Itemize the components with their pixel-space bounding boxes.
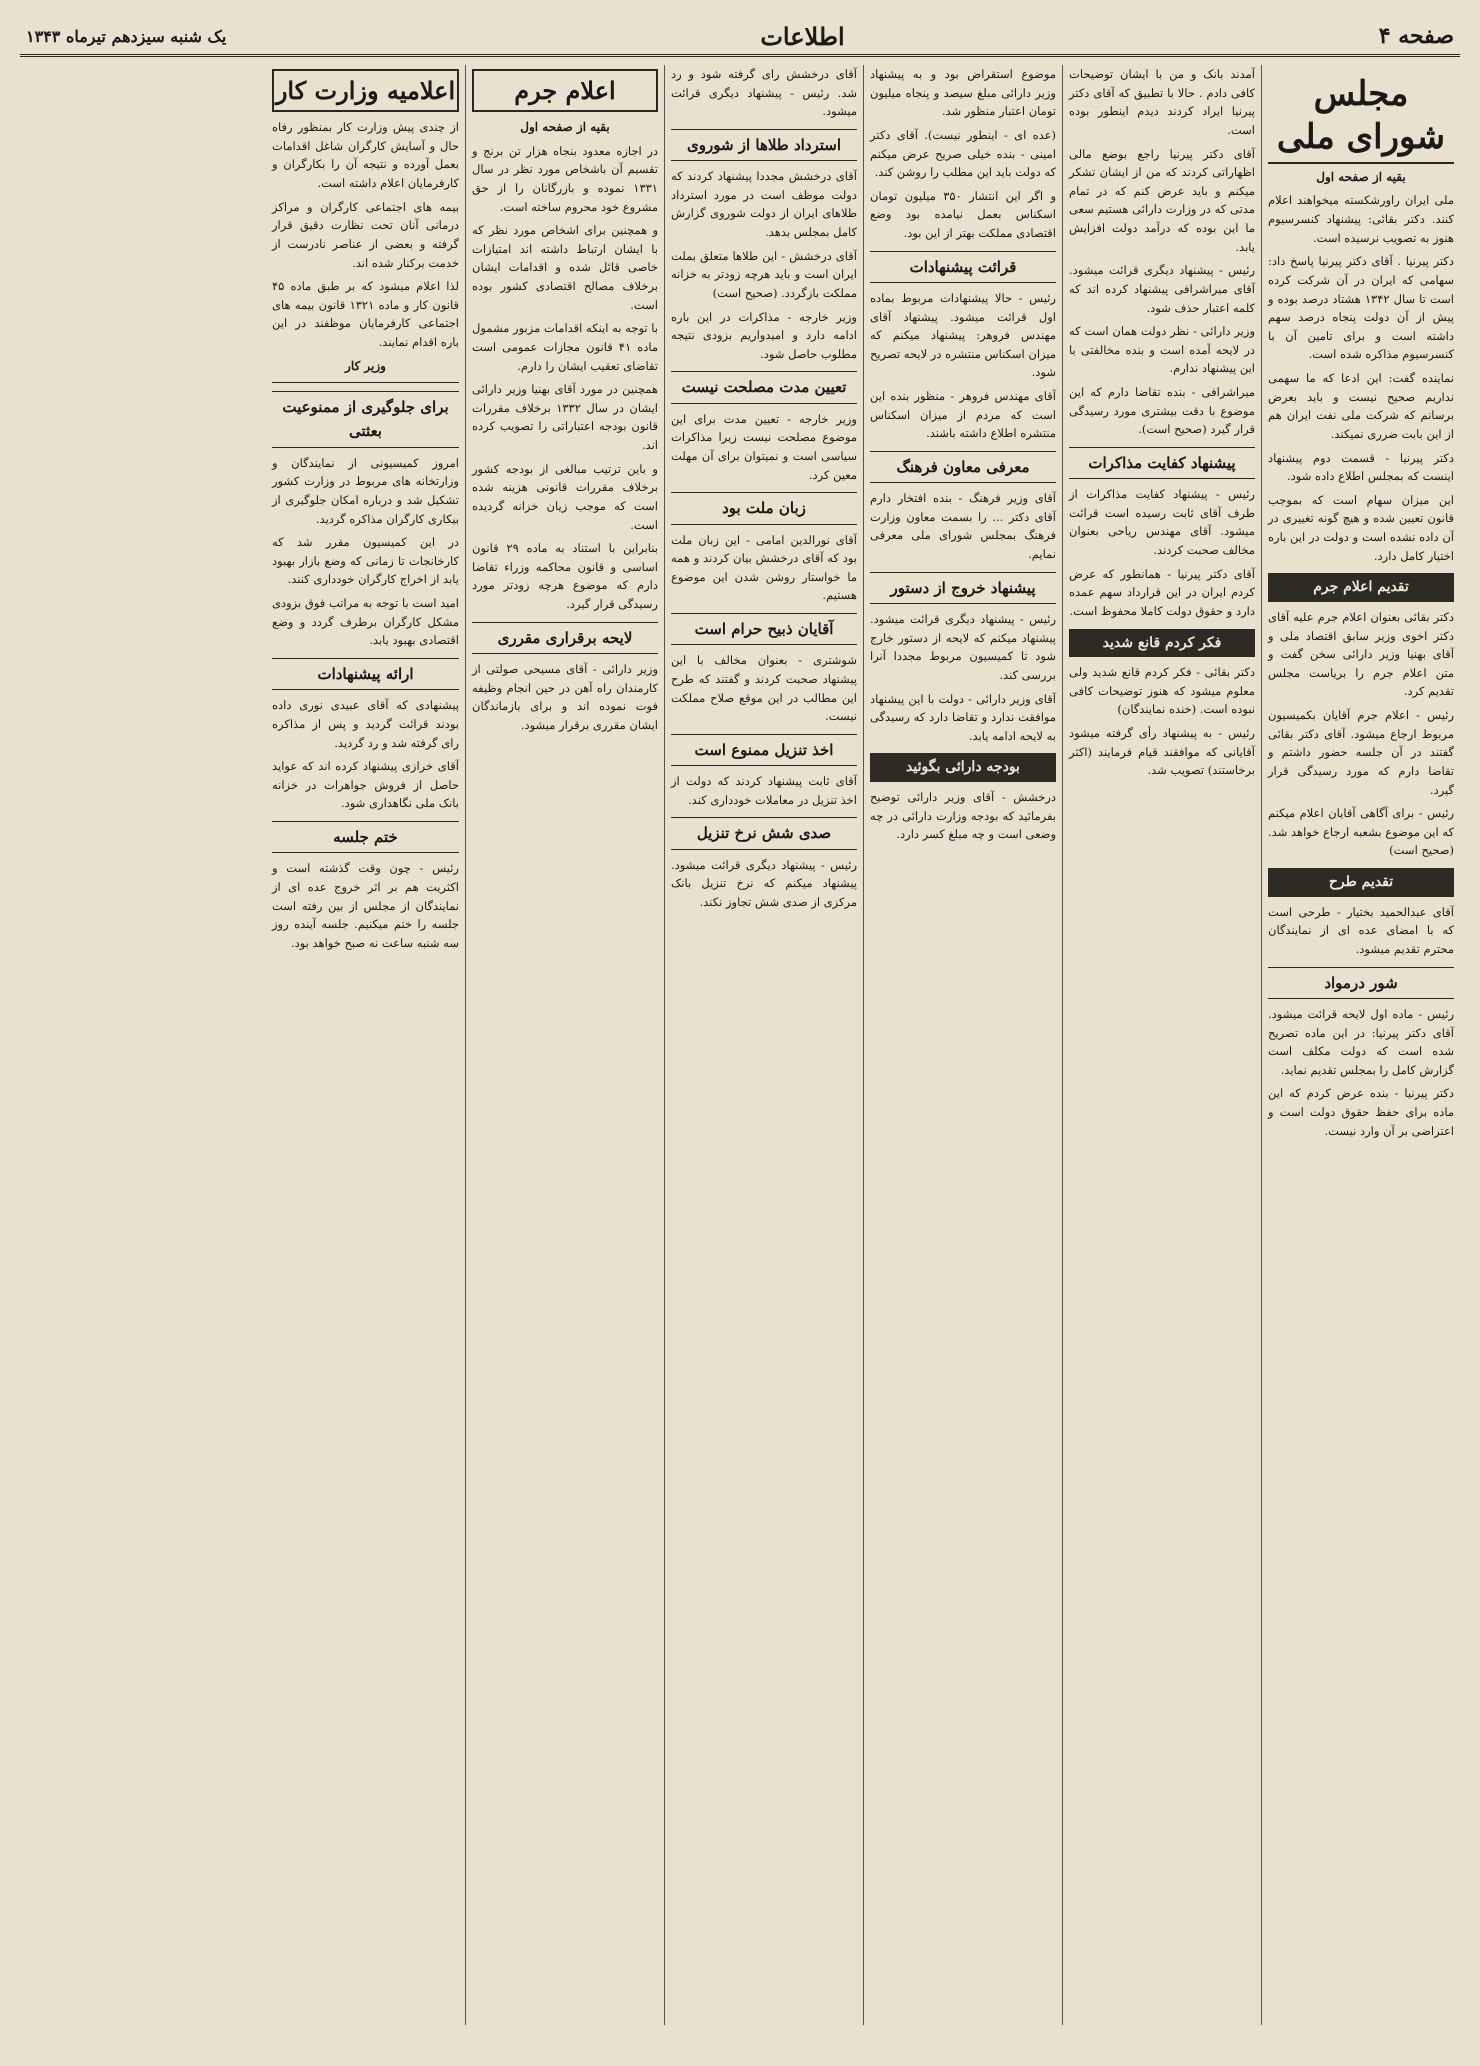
column-parliament [1261, 65, 1460, 2025]
paragraph: آقای دکتر پیرنیا - همانطور که عرض کردم ایران در این قرارداد سهم عمده دارد و حقوق دولت کاملا محفوظ است. [1069, 566, 1255, 618]
paragraph: رئیس - حالا پیشنهادات مربوط بماده اول قرائت میشود. پیشنهاد آقای مهندس فروهر: پیشنهاد میکنم که میزان اسکناس منتشره در لایحه تصریح شود. [870, 290, 1056, 380]
paragraph: بنابراین با استناد به ماده ۲۹ قانون اساسی و قانون محاکمه وزراء تقاضا دارم که موضوع هرچه زودتر مورد رسیدگی قرار گیرد. [472, 541, 658, 611]
paragraph: پیشنهادی که آقای عبیدی نوری داده بودند قرائت گردید و پس از مذاکره رای گرفته شد و رد گردید. [272, 698, 459, 750]
paragraph: (عده ای - اینطور نیست). آقای دکتر امینی - بنده خیلی صریح عرض میکنم که دولت باید این مطلب را روشن کند. [870, 127, 1056, 180]
subheading: ختم جلسه [272, 821, 459, 853]
column-labor-ministry [266, 65, 465, 2025]
subheading: تعیین مدت مصلحت نیست [671, 371, 857, 403]
paragraph: آقای ثابت پیشنهاد کردند که دولت از اخذ تنزیل در معاملات خودداری کند. [671, 774, 857, 807]
paragraph: این میزان سهام است که بموجب قانون تعیین شده و هیچ گونه تغییری در آن داده نشده است و دولت در این باره اختیار کامل دارد. [1268, 492, 1454, 563]
page-header [20, 18, 1460, 57]
newspaper-page [20, 18, 1460, 2028]
paragraph: آقای خرازی پیشنهاد کرده اند که عواید حاصل از فروش جواهرات در خزانه بانک ملی نگاهداری شود. [272, 759, 459, 811]
paragraph: دکتر بقائی بعنوان اعلام جرم علیه آقای دکتر اخوی وزیر سابق اقتصاد ملی و آقای بهنیا وزیر دارائی سخن گفت و متن اعلام جرم را بریاست مجلس تقدیم کرد. [1268, 609, 1454, 699]
subheading: لایحه برقراری مقرری [472, 622, 658, 654]
paragraph: رئیس - پیشنهاد دیگری قرائت میشود. پیشنهاد میکنم که نرخ تنزیل بانک مرکزی از صدی شش تجاوز نکند. [671, 857, 857, 909]
paragraph: آقای نورالدین امامی - این زبان ملت بود که آقای درخشش بیان کردند و همه ما خواستار روشن شدن این موضوع هستیم. [671, 532, 857, 603]
paragraph: شوشتری - بعنوان مخالف با این پیشنهاد صحبت کردند و گفتند که طرح این مطالب در این موقع صلاح مملکت نیست. [671, 653, 857, 724]
paragraph: رئیس - پیشنهاد کفایت مذاکرات از طرف آقای ثابت رسیده است قرائت میشود. آقای مهندس ریاحی بعنوان مخالف صحبت کردند. [1069, 487, 1255, 558]
paragraph: و همچنین برای اشخاص مورد نظر که با ایشان ارتباط داشته اند امتیازات خاصی قائل شده و اقدامات ایشان برخلاف مصالح اقتصادی کشور بوده است. [472, 223, 658, 312]
subheading: آقایان ذبیح حرام است [671, 613, 857, 645]
paragraph: امروز کمیسیونی از نمایندگان و وزارتخانه های مربوط در وزارت کشور تشکیل شد و درباره امکان جلوگیری از بیکاری کارگران مذاکره گردید. [272, 455, 459, 526]
paragraph: آقای درخشش مجددا پیشنهاد کردند که دولت موظف است در مورد استرداد طلاهای ایران از دولت شوروی گزارش کامل بمجلس بدهد. [671, 169, 857, 240]
article-title-parliament: مجلس شورای ملی [1268, 73, 1454, 164]
paragraph: رئیس - به پیشنهاد رأی گرفته میشود آقایانی که موافقند قیام فرمایند (اکثر برخاستند) تصویب شد. [1069, 726, 1255, 778]
paragraph: وزیر خارجه - مذاکرات در این باره ادامه دارد و امیدواریم بزودی نتیجه مطلوب حاصل شود. [671, 309, 857, 361]
column-3 [863, 65, 1062, 2025]
paragraph: دکتر پیرنیا - قسمت دوم پیشنهاد اینست که بمجلس اطلاع داده شود. [1268, 450, 1454, 484]
page-number: صفحه ۴ [1378, 23, 1454, 49]
continued-note: بقیه از صفحه اول [520, 120, 610, 135]
columns [20, 65, 1460, 2025]
divider [272, 382, 459, 383]
column-indictment [465, 65, 664, 2025]
paragraph: آقای درخشش رای گرفته شود و رد شد. رئیس - پیشنهاد دیگری قرائت میشود. [671, 67, 857, 119]
paragraph: لذا اعلام میشود که بر طبق ماده ۴۵ قانون کار و ماده ۱۳۲۱ قانون بیمه های اجتماعی کارفرمایان موظفند در این باره اقدام نمایند. [272, 279, 460, 350]
paragraph: میراشرافی - بنده تقاضا دارم که این موضوع با دقت بیشتری مورد رسیدگی قرار گیرد (صحیح است). [1069, 385, 1255, 437]
paragraph: در اجازه معدود بنجاه هزار تن برنج و تقسیم آن باشخاص مورد نظر در سال ۱۳۳۱ نموده و بازرگانان را از حق مشروع خود محروم ساخته است. [472, 143, 658, 214]
subheading: اخذ تنزیل ممنوع است [671, 734, 857, 766]
paragraph: ملی ایران راورشکسته میخواهند اعلام کنند. دکتر بقائی: پیشنهاد کنسرسیوم هنوز به تصویب نرسیده است. [1268, 193, 1454, 245]
paragraph: آقای دکتر پیرنیا راجع بوضع مالی اظهاراتی کردند که من از ایشان تشکر میکنم و باید عرض کنم که در تمام مدتی که در وزارت دارائی هستیم سعی ما این بوده که درآمد دولت افزایش یابد. [1069, 146, 1255, 254]
paragraph: نماینده گفت: این ادعا که ما سهمی نداریم صحیح نیست و باید بعرض برسانم که شرکت ملی نفت ایران هم از این بابت ضرری نمیکند. [1268, 371, 1454, 441]
paragraph: دکتر بقائی - فکر کردم قانع شدید ولی معلوم میشود که هنوز توضیحات کافی نبوده است. (خنده نمایندگان) [1069, 665, 1255, 717]
subheading: ارائه پیشنهادات [272, 658, 459, 690]
subheading: زبان ملت بود [671, 492, 857, 524]
subheading: استرداد طلاها از شوروی [671, 129, 857, 161]
paragraph: رئیس - چون وقت گذشته است و اکثریت هم بر اثر خروج عده ای از نمایندگان از مجلس از بین رفته است جلسه را ختم میکنیم. جلسه آینده روز سه شنبه ساعت نه صبح خواهد بود. [272, 861, 459, 950]
paragraph: از چندی پیش وزارت کار بمنظور رفاه حال و آسایش کارگران شاغل اقدامات بعمل آورده و نتیجه آن را بکارگران و کارفرمایان اعلام داشته است. [272, 120, 459, 191]
paragraph: موضوع استقراض بود و به پیشنهاد وزیر دارائی مبلغ سیصد و پنجاه میلیون تومان اعتبار منظور شد. [870, 67, 1056, 119]
subheading: فکر کردم قانع شدید [1069, 629, 1255, 658]
subheading: بودجه دارائی بگوئید [870, 753, 1056, 782]
paragraph: وزیر دارائی - آقای مسیحی صولتی از کارمندان راه آهن در حین انجام وظیفه فوت نموده اند و برای بازماندگان ایشان مقرری برقرار میشود. [472, 661, 658, 732]
masthead: اطلاعات [760, 21, 845, 51]
paragraph: وزیر دارائی - نظر دولت همان است که در لایحه آمده است و بنده مخالفتی با این پیشنهاد ندارم. [1069, 324, 1255, 376]
subheading: صدی شش نرخ تنزیل [671, 817, 857, 849]
paragraph: رئیس - پیشنهاد دیگری قرائت میشود. آقای میراشرافی پیشنهاد کرده اند که کلمه اعتبار حذف شود. [1069, 263, 1255, 315]
article-title-indictment: اعلام جرم [472, 69, 658, 112]
paragraph: بیمه های اجتماعی کارگران و مراکز درمانی آنان تحت نظارت دقیق قرار گرفته و بعضی از عناصر نادرست از خدمت برکنار شده اند. [272, 199, 459, 270]
paragraph: دکتر پیرنیا . آقای دکتر پیرنیا پاسخ داد: سهامی که ایران در آن شرکت کرده است تا سال ۱۳۴۲ هشتاد درصد بوده و پیش از آن دولت پنجاه درصد سهم داشته است و برای تامین آن با کنسرسیوم مذاکره شده است. [1268, 254, 1454, 362]
paragraph: رئیس - برای آگاهی آقایان اعلام میکنم که این موضوع بشعبه ارجاع خواهد شد. (صحیح است) [1268, 806, 1454, 858]
subheading: پیشنهاد کفایت مذاکرات [1069, 447, 1255, 479]
paragraph: دکتر پیرنیا - بنده عرض کردم که این ماده برای حفظ حقوق دولت است و اعتراضی بر آن وارد نیست. [1268, 1086, 1454, 1138]
paragraph: آمدند بانک و من با ایشان توضیحات کافی دادم . حالا با تطبیق که آقای دکتر پیرنیا ایراد کردند دیدم اینطور بوده است. [1069, 67, 1255, 137]
column-2 [1062, 65, 1261, 2025]
paragraph: رئیس - پیشنهاد دیگری قرائت میشود. پیشنهاد میکنم که لایحه از دستور خارج شود تا کمیسیون مربوط مجددا آنرا بررسی کند. [870, 612, 1056, 682]
paragraph: رئیس - ماده اول لایحه قرائت میشود. آقای دکتر پیرنیا: در این ماده تصریح شده است که دولت مکلف است گزارش کامل را بمجلس تقدیم نماید. [1268, 1006, 1454, 1077]
paragraph: وزیر خارجه - تعیین مدت برای این موضوع مصلحت نیست زیرا مذاکرات سیاسی است و نمیتوان برای آن مهلت معین کرد. [671, 411, 857, 482]
subheading: تقدیم اعلام جرم [1268, 573, 1454, 602]
paragraph: و باین ترتیب مبالغی از بودجه کشور برخلاف مقررات قانونی هزینه شده است که موجب زیان خزانه گردیده است. [472, 461, 658, 532]
paragraph: آقای درخشش - این طلاها متعلق بملت ایران است و باید هرچه زودتر به خزانه مملکت بازگردد. (صحیح است) [671, 248, 857, 300]
subheading: معرفی معاون فرهنگ [870, 451, 1056, 483]
paragraph: آقای وزیر دارائی - دولت با این پیشنهاد موافقت ندارد و تقاضا دارد که رسیدگی به لایحه ادامه یابد. [870, 691, 1056, 743]
paragraph: درخشش - آقای وزیر دارائی توضیح بفرمائید که بودجه وزارت دارائی در چه وضعی است و چه مبلغ کسر دارد. [870, 790, 1056, 842]
subheading: تقدیم طرح [1268, 868, 1454, 897]
subheading: شور درمواد [1268, 967, 1454, 999]
paragraph: آقای مهندس فروهر - منظور بنده این است که مردم از میزان اسکناس منتشره اطلاع داشته باشند. [870, 389, 1056, 441]
paragraph: و اگر این انتشار ۳۵۰ میلیون تومان اسکناس بعمل نیامده بود وضع اقتصادی مملکت بهتر از این بود. [870, 188, 1056, 240]
article-title-labor-ministry: اعلامیه وزارت کار [272, 69, 459, 112]
subheading: پیشنهاد خروج از دستور [870, 572, 1056, 604]
paragraph: آقای عبدالحمید بختیار - طرحی است که با امضای عده ای از نمایندگان محترم تقدیم میشود. [1268, 904, 1454, 957]
paragraph: با توجه به اینکه اقدامات مزبور مشمول ماده ۴۱ قانون مجازات عمومی است تقاضای تعقیب ایشان را دارم. [472, 321, 658, 373]
paragraph: رئیس - اعلام جرم آقایان بکمیسیون مربوط ارجاع میشود. آقای دکتر بقائی گفتند در آن جلسه حضور داشتم و تقاضا دارم که مورد رسیدگی قرار گیرد. [1268, 708, 1454, 797]
paragraph: آقای وزیر فرهنگ - بنده افتخار دارم آقای دکتر ... را بسمت معاون وزارت فرهنگ بمجلس شورای ملی معرفی نمایم. [870, 491, 1056, 562]
signature-line: وزیر کار [345, 358, 386, 373]
paragraph: امید است با توجه به مراتب فوق بزودی مشکل کارگران برطرف گردد و وضع اقتصادی بهبود یابد. [272, 596, 459, 648]
continued-note: بقیه از صفحه اول [1316, 170, 1406, 184]
column-4 [664, 65, 863, 2025]
subheading: قرائت پیشنهادات [870, 251, 1056, 283]
subheading: برای جلوگیری از ممنوعیت بعثتی [272, 391, 459, 448]
issue-date: یک شنبه سیزدهم تیرماه ۱۳۴۳ [26, 26, 227, 46]
paragraph: در این کمیسیون مقرر شد که کارخانجات تا زمانی که وضع بازار بهبود یابد از اخراج کارگران خودداری کنند. [272, 535, 459, 587]
paragraph: همچنین در مورد آقای بهنیا وزیر دارائی ایشان در سال ۱۳۳۲ برخلاف مقررات قانون بودجه اعتباراتی را تصویب کرده اند. [472, 382, 658, 452]
